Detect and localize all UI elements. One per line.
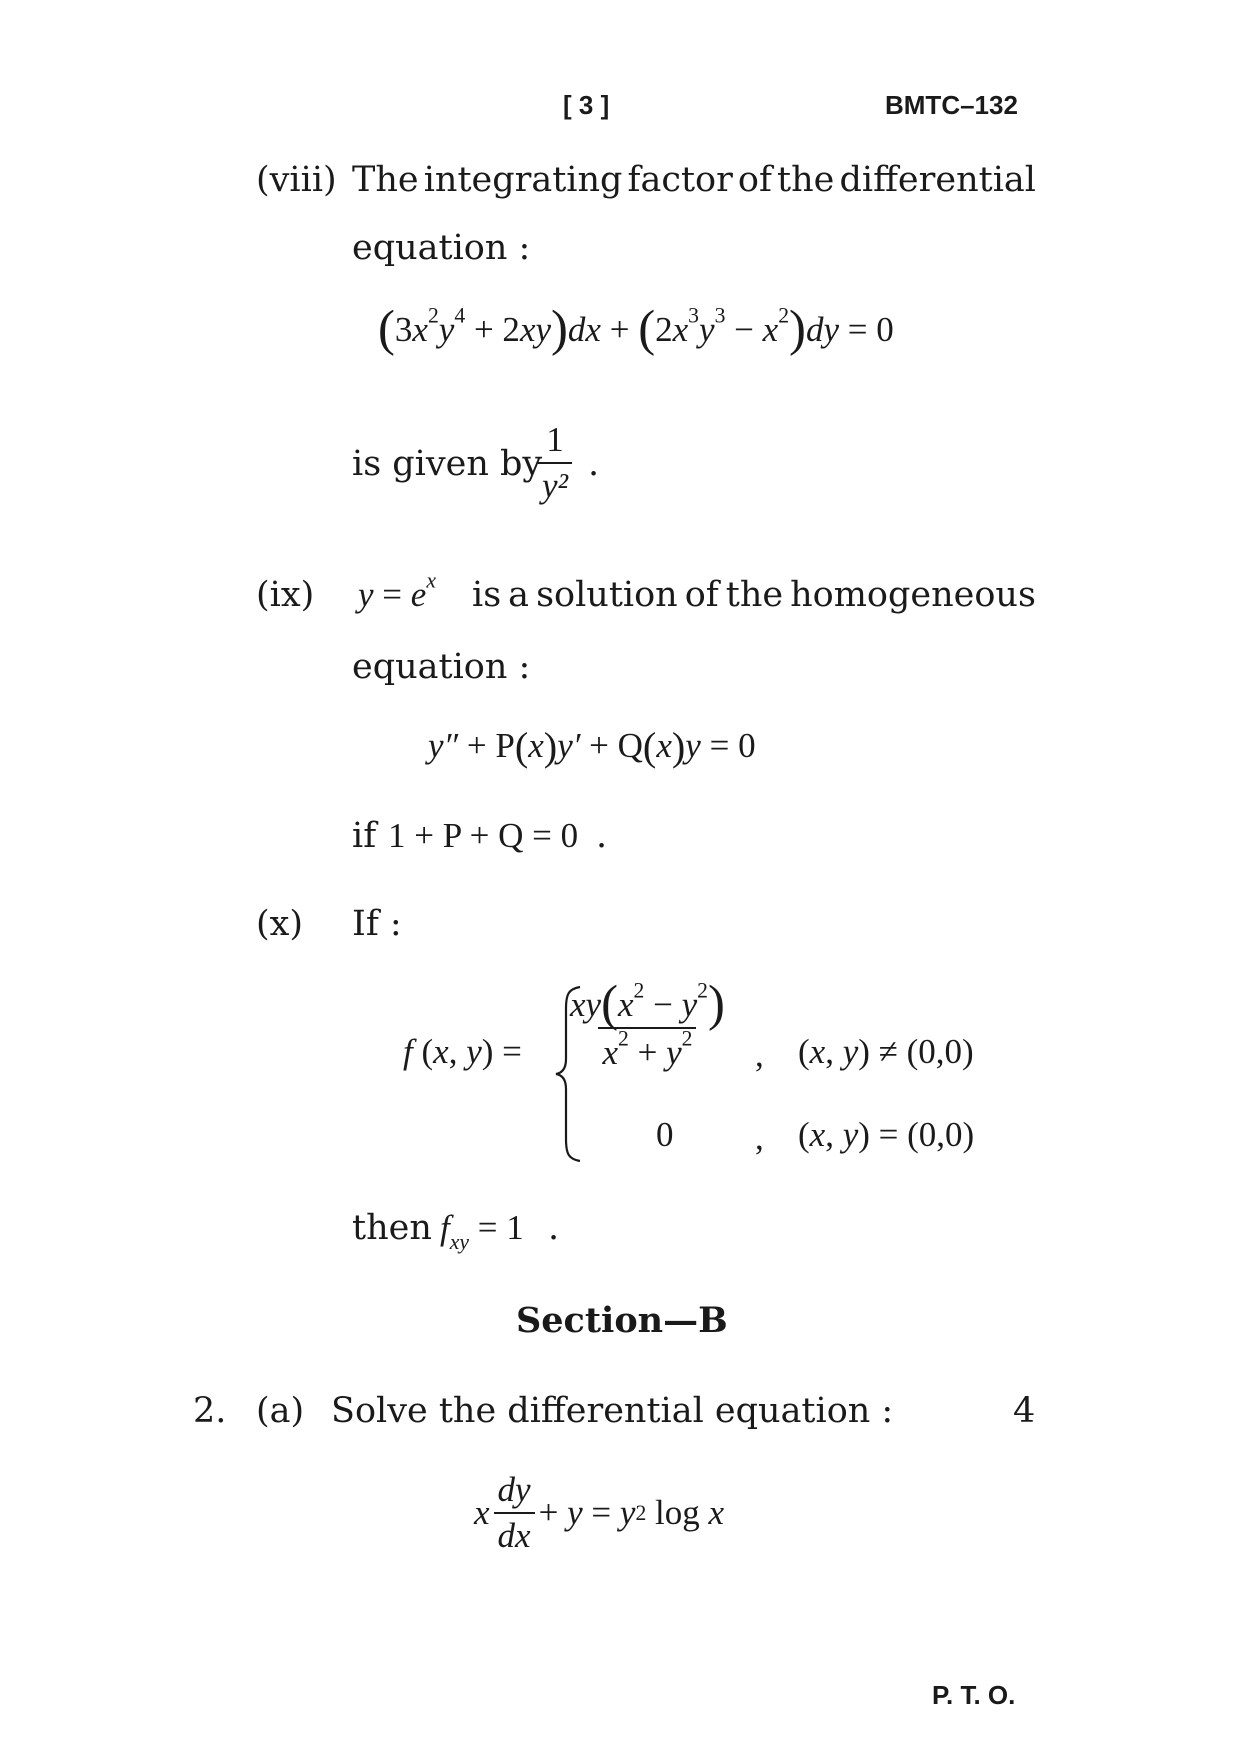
case2-separator: , bbox=[755, 1118, 764, 1157]
item-x-conclusion: $f_{xy} = 1$ bbox=[440, 1208, 524, 1254]
item-x-label: (x) bbox=[256, 904, 304, 944]
item-ix-equation: y″ + P(x)y′ + Q(x)y = 0 bbox=[428, 724, 756, 770]
question-equation: x $\frac{dy}{dx}$ + y = y 2 log x bbox=[474, 1470, 725, 1555]
fraction-numerator: 1 bbox=[546, 420, 564, 459]
item-ix-line2: equation : bbox=[352, 647, 531, 687]
section-heading: Section—B bbox=[516, 1300, 728, 1341]
item-x-function-lhs: f (x, y) = bbox=[403, 1032, 522, 1071]
fraction-denominator: y² bbox=[538, 462, 572, 506]
word: homogeneous bbox=[790, 575, 1036, 615]
case2-condition: (x, y) = (0,0) bbox=[798, 1115, 975, 1154]
case1-fraction bbox=[566, 975, 729, 1073]
page-number: [ 3 ] bbox=[563, 90, 610, 120]
item-viii-fraction bbox=[538, 420, 572, 506]
item-x-conclusion-prefix: then bbox=[352, 1208, 432, 1248]
item-ix-condition-suffix: . bbox=[596, 816, 608, 856]
item-ix-line1 bbox=[472, 575, 1036, 615]
question-number: 2. bbox=[193, 1391, 227, 1431]
word: the bbox=[777, 160, 835, 200]
word: solution bbox=[536, 575, 678, 615]
word: of bbox=[737, 160, 772, 200]
question-text: Solve the differential equation : bbox=[331, 1391, 894, 1431]
case1-denominator: $x^2 + y^2$ bbox=[598, 1027, 696, 1073]
item-viii-label: (viii) bbox=[256, 160, 337, 200]
case2-value: 0 bbox=[656, 1115, 674, 1154]
item-ix-label: (ix) bbox=[256, 575, 315, 615]
course-code: BMTC–132 bbox=[885, 90, 1018, 120]
word: The bbox=[352, 160, 419, 200]
word: differential bbox=[839, 160, 1036, 200]
word: is bbox=[472, 575, 502, 615]
question-part-label: (a) bbox=[256, 1391, 305, 1431]
item-viii-result-suffix: . bbox=[588, 444, 600, 484]
item-ix-condition: 1 + P + Q = 0 bbox=[388, 816, 579, 855]
word: integrating bbox=[423, 160, 623, 200]
pto-label: P. T. O. bbox=[932, 1680, 1016, 1710]
item-viii-line1 bbox=[352, 160, 1036, 200]
case1-numerator: $xy(x^2 - y^2)$ bbox=[570, 975, 725, 1032]
item-x-conclusion-suffix: . bbox=[548, 1208, 560, 1248]
word: the bbox=[725, 575, 784, 615]
question-marks: 4 bbox=[1013, 1391, 1036, 1431]
item-x-intro: If : bbox=[352, 904, 402, 944]
item-viii-line2: equation : bbox=[352, 228, 531, 268]
case1-separator: , bbox=[755, 1035, 764, 1074]
case1-condition: (x, y) ≠ (0,0) bbox=[798, 1032, 974, 1071]
item-viii-equation: $(3x^2y^4 + 2xy)dx + (2x^3y^3 - x^2)dy = 0$ bbox=[378, 300, 894, 357]
word: of bbox=[684, 575, 719, 615]
word: a bbox=[508, 575, 530, 615]
item-ix-condition-prefix: if bbox=[352, 816, 377, 856]
word: factor bbox=[627, 160, 733, 200]
item-ix-lead-math: $y = e^x$ bbox=[358, 568, 436, 614]
item-viii-result-prefix: is given by bbox=[352, 444, 543, 484]
